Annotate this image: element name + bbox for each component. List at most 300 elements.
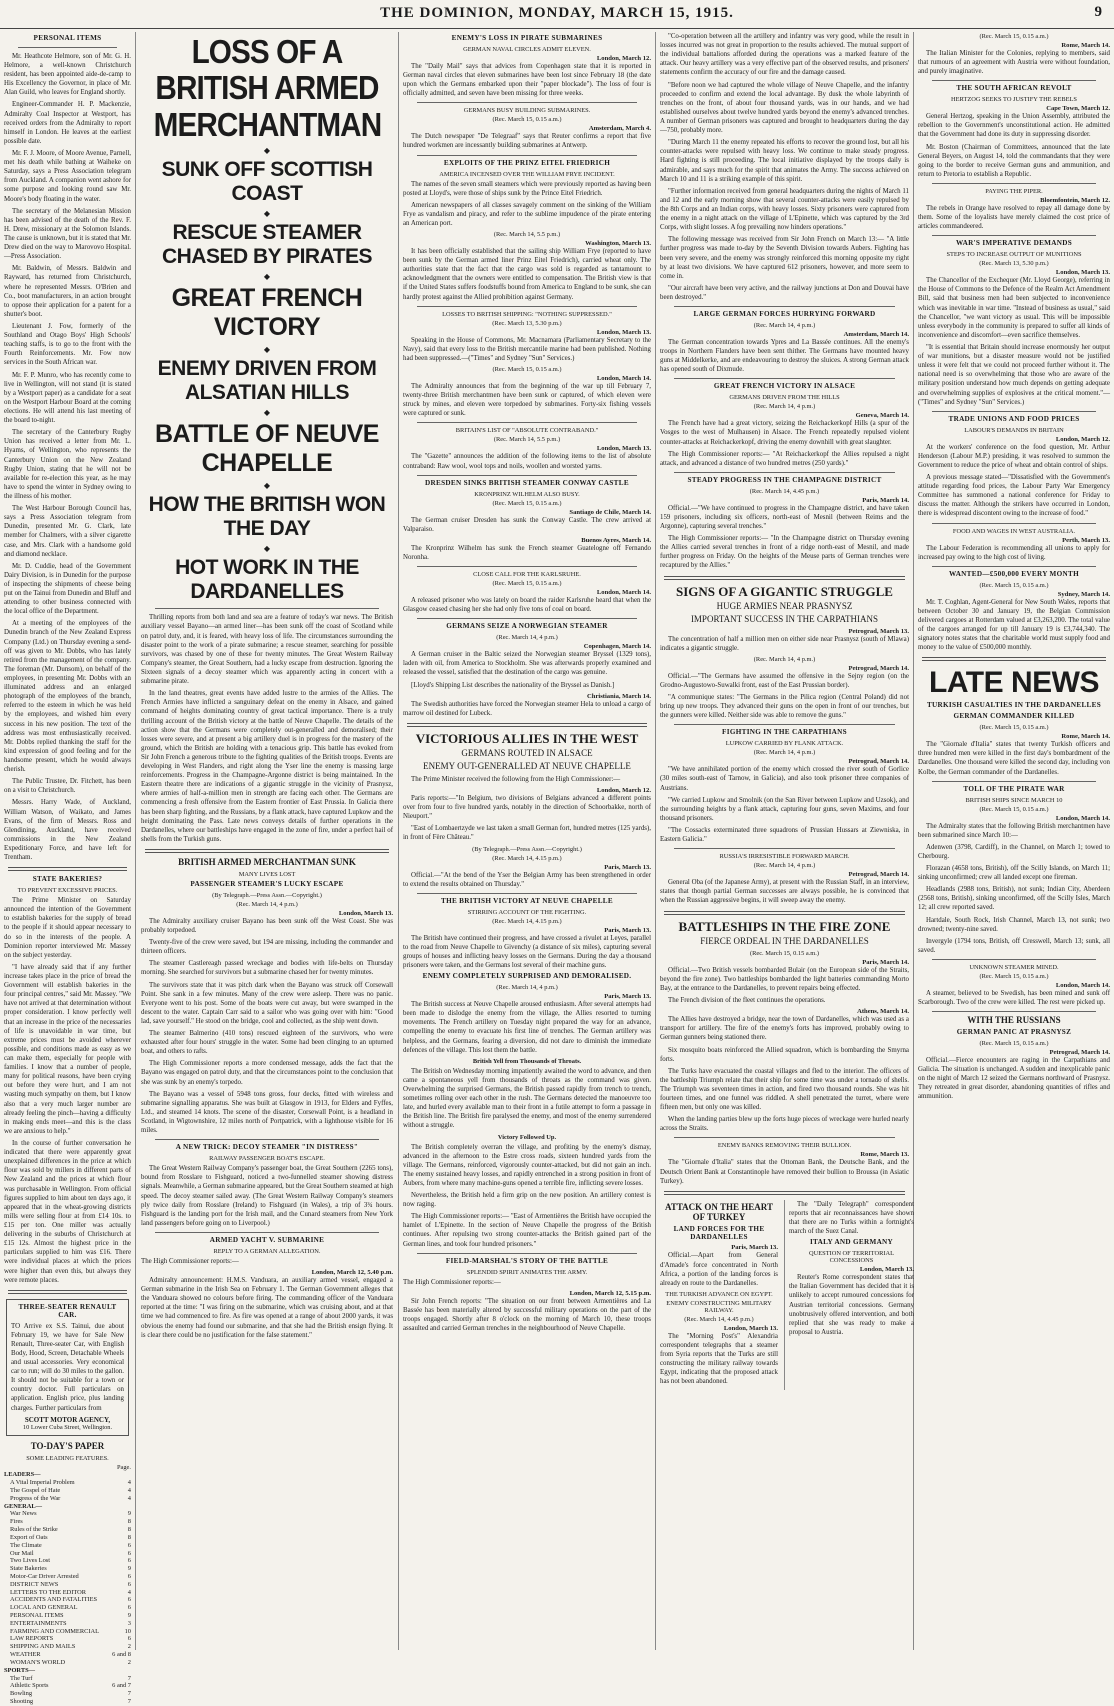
headline-deck: ENEMY DRIVEN FROM ALSATIAN HILLS — [157, 356, 377, 405]
dateline: London, March 13. — [596, 328, 651, 336]
toc-entry — [4, 1589, 131, 1597]
column-rule — [655, 32, 656, 1650]
article-heading: PAYING THE PIPER. — [985, 188, 1043, 196]
toc-entry-title: Two Lives Lost — [10, 1557, 51, 1565]
article-body: The British success at Neuve Chapelle aroused enthusiasm. After several attempts had been made to dislodge the enemy from the village, the Allies resorted to turning movements. The French artillery on Tuesday night prepared the way for an advance, compelling the enemy to evacuate his first line of trenches. The German artillery was helpless, and the Germans, fearing a diversion, did not dare to diminish the immediate defences of the village. This lost them the battle. — [403, 1001, 651, 1054]
received-line: (Rec. March 15, 0.15 a.m.) — [492, 366, 562, 374]
toc-entry-page: 6 — [127, 1541, 131, 1549]
received-line: (Rec. March 14, 4 p.m.) — [753, 749, 816, 757]
dateline: London, March 13. — [596, 445, 651, 453]
article-body: "Before noon we had captured the whole village of Neuve Chapelle, and the infantry proceeded to confirm and extend the local advantage. By dusk the whole labyrinth of trenches on the front, of about four thousand yards, was in our hands, and we had established ourselves about twelve hundred yards beyond the enemy's advanced trenches. A number of German prisoners was captured and brought to headquarters during the day—750, probably more. — [660, 81, 909, 135]
article-paragraph: Twenty-five of the crew were saved, but 194 are missing, including the commander and thirteen officers. — [141, 939, 393, 956]
article-body: The German cruiser Dresden has sunk the Conway Castle. The crew arrived at Valparaiso. — [403, 516, 651, 533]
article-subheading: GERMAN COMMANDER KILLED — [953, 712, 1075, 721]
ad-body: TO Arrive ex S.S. Tainui, due about February 19, we have for Sale New Renault, Three-seater Car, with English Body, Hood, Screen, Detachable Wheels and usual accessories. Very economical car to run; will do 30 miles to the gallon. It should not be suitable for a town or country doctor. Full particulars on application. English price, plus landing charges. Further particulars from — [11, 1322, 124, 1412]
main-headline: LOSS OF A BRITISH ARMED MERCHANTMAN — [153, 33, 382, 143]
article-body: [Lloyd's Shipping List describes the nationality of the Bryssel as Danish.] — [411, 681, 615, 689]
toc-entry-title: Rules of the Strike — [10, 1526, 58, 1534]
toc-entry-page — [117, 1503, 131, 1511]
article-heading: FIELD-MARSHAL'S STORY OF THE BATTLE — [445, 1256, 609, 1265]
article-heading: ENEMY BANKS REMOVING THEIR BULLION. — [717, 1142, 852, 1150]
article-body: "Our aircraft have been very active, and the railway junctions at Don and Douvai have been destroyed." — [660, 284, 909, 301]
received-line: (Rec. March 15, 0.15 a.m.) — [979, 805, 1049, 813]
column-main-war-news: LOSS OF A BRITISH ARMED MERCHANTMAN ◆ SUNK OFF SCOTTISH COAST ◆ RESCUE STEAMER CHASED BY PIRATES ◆ GREAT FRENCH VICTORY ◆ ENEMY DRIVEN FROM ALSATIAN HILLS ◆ BATTLE OF NEUVE CHAPELLE ◆ HOW THE BRITISH WON THE DAY ◆ HOT WORK IN THE DARDANELLES Thrilling reports from both land and sea are a feature of today's war news. The British auxiliary vessel Bayano—an armed liner—has been sunk off the coast of Scotland while on patrol duty, and, it is feared, with heavy loss of life. The circumstances surrounding the disaster point to the work of a pirate submarine; a rescue steamer, searching for possible survivors, was chased by one of these for twenty minutes. The Great Western Railway Company's steamer, the Great Southern, had a lucky escape from destruction. Ignoring the Sixteen signals of a decoy steamer which was apparently acting in concert with a submarine pirate. In the land theatres, great events have added lustre to the armies of the Allies. The French Armies have inflicted a sanguinary defeat on the enemy in Alsace, and gained command of heights dominating country of great tactical importance. There is a truly thrilling account of the British victory at the battle of Neuve Chapelle. The details of the action show that the Germans were completely out-generalled and demoralised; their losses were severe, and at present a big artillery duel is in progress for the mastery of the ground, which the British are holding with a tenacious grip. This battle has evoked from Sir John French a generous tribute to the fighting qualities of the British troops. Events are developing in West Flanders, and right along the Yser line the enemy is massing large reinforcements. Progress in the Champagne-Argonne district is being maintained. In the Eastern theatre there are indications of a gigantic struggle in the vicinity of Prasnysz, where armies of half-a-million men in strength are facing each other. The Germans are commencing a fresh offensive from the Eastern frontier of East Prussia. In Galicia there has been sharp fighting, and the Russians, by a flank attack, have captured Lupkow and the height dominating the Pass. Late news conveys details of further operations in the Dardanelles, where our battleships have engaged in the zone of fire, under a perfect hail of shells from the Turkish guns. BRITISH ARMED MERCHANTMAN SUNK MANY LIVES LOST PASSENGER STEAMER'S LUCKY ESCAPE (By Telegraph.—Press Assn.—Copyright.) (Rec. March 14, 4 p.m.) London, March 13. The Admiralty auxiliary cruiser Bayano has been sunk off the West Coast. She was probably torpedoed. Twenty-five of the crew were saved, but 194 are missing, including the commander and thirteen officers. The steamer Castlereagh passed wreckage and bodies with life-belts on Thursday morning. She searched for survivors but a submarine chased her for twenty minutes. The survivors state that it was pitch dark when the Bayano was struck off Corsewall Point. She sank in a few minutes. Many of the crew were asleep. There was no panic. Everyone went to his post. Some of the boats were cut away, but were swamped in the descent to the water. Captain Carr said to a sailor who was going over with him: "Good lad, save yourself." He stood on the bridge, cool and collected, as the ship went down. The steamer Balmerino (410 tons) rescued eighteen of the survivors, who were exhausted after four hours' struggle in the water. Some had been clinging to an upturned boat, and others to rafts. The High Commissioner reports a more condensed message, adds the fact that the Bayano was engaged on patrol duty, and that the circumstances point to the conclusion that she was sunk by an enemy's torpedo. The Bayano was a vessel of 5948 tons gross, four decks, fitted with wireless and submarine signalling apparatus. She was built at Glasgow in 1913, for Elders and Fyffes, Ltd., and steamed 14 knots. The scene of the disaster, Corsewall Point, is a headland in Scotland, in Wigtownshire, 12 miles north of Portpatrick, with a lighthouse visible for 16 miles. A NEW TRICK: DECOY STEAMER "IN DISTRESS" RAILWAY PASSENGER BOAT'S ESCAPE. The Great Western Railway Company's passenger boat, the Great Southern (2265 tons), bound from Rosslare to Fishguard, noticed a two-funnelled steamer showing distress signals. Meanwhile, a German submarine appeared, but the Great Southern steamed at high speed. The decoy steamer sailed away. (The Great Western Railway Company's steamers ply twice daily from Rosslare (Ireland) to Fishguard (in Wales), a trip of 3¾ hours. Fishguard is the landing port for the Irish mail, and the Cunard steamers from New York land passengers before going on to Liverpool.) ARMED YACHT V. SUBMARINE REPLY TO A GERMAN ALLEGATION. The High Commissioner reports:— London, March 12, 5.40 p.m. Admiralty announcement: H.M.S. Vanduara, an auxiliary armed vessel, engaged a German submarine in the Irish Sea on February 1. The German Government alleges that the Vanduara showed no colours before firing. The commanding officer of the Vanduara reported at the time: "I was firing on the submarine, which was cruising about, and at that time we had commenced to fire. As fire was opened at a range of about 2000 yards, it was obvious the enemy had found our submarine, and that she had the British ensign flying. It is clear there could be no justification for the false statement." — [141, 33, 394, 1339]
toc-entry-title: LETTERS TO THE EDITOR — [10, 1588, 87, 1596]
received-line: (Rec. March 14, 4 p.m.) — [236, 900, 298, 908]
dateline: London, March 12. — [596, 787, 651, 795]
article-subheading: HUGE ARMIES NEAR PRASNYSZ — [716, 600, 853, 611]
article-body: Mr. Boston (Chairman of Committees, announced that the late General Beyers, on August 14, told the commandants that they were going to the border to receive German guns and ammunition, and return to Pretoria to establish a Republic. — [918, 143, 1110, 178]
toc-entry-page: 6 — [127, 1580, 131, 1588]
received-line: (Rec. March 13, 5.30 p.m.) — [492, 319, 562, 327]
toc-entry — [4, 1698, 131, 1706]
article-body: Official.—"We have continued to progress in the Champagne district, and have taken 159 prisoners, including six officers, north-east of Mesnil (between Reims and the Argonne), capturing several trenches." — [660, 504, 909, 531]
toc-entry — [4, 1643, 131, 1651]
toc-entry — [4, 1534, 131, 1542]
article-heading: WITH THE RUSSIANS — [967, 1015, 1061, 1026]
article-paragraph: The Admiralty auxiliary cruiser Bayano has been sunk off the West Coast. She was probably torpedoed. — [141, 917, 393, 934]
intro-paragraph: Thrilling reports from both land and sea are a feature of today's war news. The British auxiliary vessel Bayano—an armed liner—has been sunk off the coast of Scotland while on patrol duty, and, it is feared, with heavy loss of life. The circumstances surrounding the disaster point to the work of a pirate submarine; a rescue steamer, searching for possible survivors, was chased by one of these for twenty minutes. The Great Western Railway Company's steamer, the Great Southern, had a lucky escape from destruction. Ignoring the Sixteen signals of a decoy steamer which was apparently acting in concert with a submarine pirate. — [141, 614, 393, 686]
toc-entry-title: ACCIDENTS AND FATALITIES — [10, 1596, 98, 1604]
article-body: Official.—"The Germans have assumed the offensive in the Sejny region (on the Grodno-Augustowo-Suwalki front, east of the East Prussian border). — [660, 672, 909, 689]
bottom-split — [660, 1200, 914, 1390]
article-body: Headlands (2988 tons, British), not sunk; Indian City, Aberdeen (2568 tons, British), sinking unconfirmed, off the Scilly Isles, March 12; all crew reported saved. — [918, 886, 1110, 912]
dateline: Sydney, March 14. — [1057, 590, 1110, 598]
toc-entry — [4, 1503, 131, 1511]
toc-entry-title: The Turf — [10, 1674, 33, 1682]
personal-item: Mr. Baldwin, of Messrs. Baldwin and Rayward, has returned from Christchurch, where he represented Messrs. O'Brien and Co., boot manufacturers, in an action brought to oppose their application for a patent for a shutter's boot. — [4, 265, 131, 318]
todays-paper-index — [4, 1471, 131, 1705]
dateline: London, March 13. — [859, 1266, 914, 1274]
dateline: Paris, March 13. — [604, 993, 651, 1001]
received-line: (Rec. March 14, 4 p.m.) — [753, 655, 816, 663]
toc-entry-title: Shooting — [10, 1697, 34, 1705]
toc-entry-page: 4 — [127, 1487, 131, 1494]
toc-entry — [4, 1675, 131, 1683]
article-subheading: IMPORTANT SUCCESS IN THE CARPATHIANS — [690, 613, 879, 624]
article-heading: ITALY AND GERMANY — [809, 1238, 894, 1247]
article-body: The High Commissioner reports:— — [403, 1278, 501, 1286]
toc-entry-page: 8 — [127, 1526, 131, 1534]
toc-entry-page: 6 — [127, 1635, 131, 1643]
article-heading: CLOSE CALL FOR THE KARLSRUHE. — [473, 571, 581, 579]
article-subheading: SPLENDID SPIRIT ANIMATES THE ARMY. — [466, 1268, 588, 1276]
article-body: The following message was received from Sir John French on March 13:— "A little further progress was made to-day by the Seventh Division towards Aubers. Fighting has been very severe, and the enemy was strongly reinforced this morning opposite my right by at least two divisions. We have captured 612 prisoners, however, and more seem to come in. — [660, 236, 909, 280]
received-line: (Rec. March 14, 4.45 p.m.) — [749, 487, 820, 495]
bayano-article-body — [141, 917, 393, 1135]
toc-entry-page: 4 — [127, 1479, 131, 1487]
toc-entry-page: 8 — [127, 1518, 131, 1526]
dateline: Petrograd, March 14. — [1049, 1049, 1110, 1057]
toc-entry-title: LAW REPORTS — [10, 1635, 54, 1643]
headline-deck: GREAT FRENCH VICTORY — [171, 284, 363, 342]
advertisement-renault — [6, 1299, 129, 1436]
toc-entry — [4, 1557, 131, 1565]
intro-summary — [141, 613, 393, 844]
received-line: (Rec. March 14, 4.15 p.m.) — [492, 917, 562, 925]
dateline: Buenos Ayres, March 14. — [581, 536, 651, 544]
article-heading: UNKNOWN STEAMER MINED. — [969, 964, 1059, 972]
article-heading: TOLL OF THE PIRATE WAR — [963, 784, 1065, 793]
personal-item: At a meeting of the employees of the Dunedin branch of the New Zealand Express Company (Ltd.) on Thursday evening a send-off was given to Mr. Dobbs, who has lately retired from the management of the company. The foreman (Mr. Dunsom), on behalf of the employees, in presenting Mr. Dobbs with an illuminated address and an enlarged photograph of the employees of the branch, referred to the esteem in which he was held by the employees, and wished him every success in his new position. The text of the address was most enthusiastically received. Mr. Dobbs replied thanking the staff for the kind expression of good feeling and for the handsome present, which he would always cherish. — [4, 620, 131, 774]
toc-entry-title: Our Mail — [10, 1549, 34, 1557]
toc-entry-page: 7 — [127, 1674, 131, 1682]
todays-paper-heading: TO-DAY'S PAPER — [30, 1440, 105, 1451]
dateline: London, March 14. — [1055, 982, 1110, 990]
article-subheading: ENEMY CONSTRUCTING MILITARY RAILWAY. — [666, 1299, 772, 1314]
ad-firm: SCOTT MOTOR AGENCY, — [24, 1415, 111, 1424]
toc-entry-page: 6 — [127, 1572, 131, 1580]
toc-entry — [4, 1628, 131, 1636]
dateline: Petrograd, March 14. — [848, 871, 909, 879]
masthead-title: THE DOMINION, MONDAY, MARCH 15, 1915. — [380, 5, 734, 21]
received-line: (Rec. March 14, 5.5 p.m.) — [493, 231, 561, 239]
toc-entry-page: 9 — [127, 1612, 131, 1619]
personal-item: Mr. F. P. Munro, who has recently come to live in Wellington, will not stand (it is stated by a Westport paper) as a candidate for a seat on the Westport Harbour Board at the coming elections. He will attend his last meeting of the board to-night. — [4, 371, 131, 425]
toc-entry — [4, 1487, 131, 1495]
toc-entry — [4, 1596, 131, 1604]
article-heading: VICTORIOUS ALLIES IN THE WEST — [415, 730, 639, 746]
toc-entry — [4, 1604, 131, 1612]
article-body: "A communique states: "The Germans in the Pilica region (Central Poland) did not bring up new troops. They advanced their guns on the open in front of our trenches, but the gunners were killed. Neither side was able to remove the guns." — [660, 694, 909, 720]
article-body: "We have annihilated portion of the enemy which crossed the river south of Gorlice (30 miles south-east of Tarnow, in Galicia), and also took prisoner three companies of Austrians. — [660, 766, 909, 792]
italy-articles — [784, 1200, 914, 1390]
toc-entry-title: Fires — [10, 1518, 23, 1526]
article-body: The Great Western Railway Company's passenger boat, the Great Southern (2265 tons), bound from Rosslare to Fishguard, noticed a two-funnelled steamer showing distress signals. Meanwhile, a German submarine appeared, but the Great Southern steamed at high speed. The decoy steamer sailed away. (The Great Western Railway Company's steamers ply twice daily from Rosslare (Ireland) to Fishguard (in Wales), a trip of 3¾ hours. Fishguard is the landing port for the Irish mail, and the Cunard steamers from New York land passengers before going on to Liverpool.) — [141, 1165, 394, 1227]
toc-entry-title: DISTRICT NEWS — [10, 1580, 59, 1588]
toc-entry-page: 7 — [127, 1690, 131, 1698]
toc-entry-page: 2 — [127, 1643, 131, 1651]
article-subheading: FIERCE ORDEAL IN THE DARDANELLES — [700, 935, 869, 946]
article-body: The Admiralty announces that from the beginning of the war up till February 7, twenty-three British merchantmen have been sunk or captured, of which eleven were struck by mines, and eleven were torpedoed by submarines. Forty-six fishing vessels were captured or sunk. — [403, 383, 651, 418]
dateline: London, March 14. — [596, 589, 651, 597]
article-heading: BRITISH ARMED MERCHANTMAN SUNK — [178, 857, 356, 868]
article-body: At the workers' conference on the food question, Mr. Arthur Henderson (Labour M.P.) presiding, it was resolved to summon the Government to reduce the price of wheat and obtain control of ships. — [918, 443, 1110, 469]
dateline: Christiania, March 14. — [587, 692, 651, 700]
article-body: A German cruiser in the Baltic seized the Norwegian steamer Bryssel (1329 tons), laden with oil, from America to Stockholm. She was afterwards properly examined and released the vessel, satisfied that the destination of the cargo was genuine. — [403, 651, 651, 677]
personal-item: The Public Trustee, Dr. Fitchett, has been on a visit to Christchurch. — [4, 778, 131, 795]
received-line: (Rec. March 15, 0.15 a.m.) — [749, 949, 820, 957]
article-heading: GERMANS SEIZE A NORWEGIAN STEAMER — [446, 622, 608, 631]
article-heading: TRADE UNIONS AND FOOD PRICES — [948, 414, 1080, 423]
toc-entry-page: 6 — [127, 1604, 131, 1612]
received-line: (Rec. March 15, 0.15 a.m.) — [492, 580, 562, 588]
article-paragraph: The steamer Balmerino (410 tons) rescued eighteen of the survivors, who were exhausted after four hours' struggle in the water. Some had been clinging to an upturned boat, and others to rafts. — [141, 1030, 393, 1056]
turkey-articles — [660, 1200, 778, 1390]
toc-entry-title: A Vital Imperial Problem — [10, 1479, 75, 1487]
masthead — [0, 0, 1114, 29]
dateline: Copenhagen, March 14. — [583, 643, 651, 651]
article-subheading: BRITISH SHIPS SINCE MARCH 10 — [965, 796, 1063, 804]
article-body: Paris reports:—"In Belgium, two divisions of Belgians advanced a different points over from four to five hundred yards, notably in the direction of Schoorbakke, north of Nieuport." — [403, 795, 651, 821]
dateline: Paris, March 13. — [731, 1244, 778, 1252]
article-heading: GREAT FRENCH VICTORY IN ALSACE — [713, 382, 856, 391]
dateline: Amsterdam, March 4. — [588, 125, 651, 133]
article-heading: FOOD AND WAGES IN WEST AUSTRALIA. — [952, 527, 1076, 535]
ad-heading: THREE-SEATER RENAULT CAR. — [18, 1302, 117, 1319]
article-body: The French division of the fleet continues the operations. — [668, 997, 826, 1005]
article-body: Adenwen (3798, Cardiff), in the Channel, on March 1; towed to Cherbourg. — [918, 843, 1110, 860]
received-line: (Rec. March 14, 4.15 p.m.) — [492, 854, 562, 862]
received-line: (Rec. March 15, 0.15 a.m.) — [492, 499, 562, 507]
article-body: The Turks have evacuated the coastal villages and fled to the interior. The officers of the battleship Triumph relate that their ship for some time was under a tornado of shells. The Triumph was seventeen times in action, and fired two thousand rounds. She was hit fourteen times, and one funnel was riddled. A shell penetrated the turret, where were fifteen men, but only one was killed. — [660, 1067, 909, 1112]
toc-entry-page: 6 — [127, 1549, 131, 1557]
divider — [8, 1290, 127, 1294]
toc-entry — [4, 1581, 131, 1589]
article-body: General Oba (of the Japanese Army), at present with the Russian Staff, in an interview, states that though partial German successes are always possible, he is convinced that when the Russian aggressive begins, it will sweep away the enemy. — [660, 879, 909, 905]
toc-entry-title: Bowling — [10, 1690, 33, 1698]
column-rule — [135, 32, 136, 1650]
article-body: The High Commissioner reports:— "East of Armentières the British have occupied the hamlet of L'Epinette. In the section of Neuve Chapelle the progress of the British continues. After repulsing two strong counter-attacks the British gained part of the German lines, and took four hundred prisoners." — [403, 1213, 651, 1248]
toc-entry-title: SHIPPING AND MAILS — [10, 1643, 76, 1651]
toc-entry-page: 2 — [127, 1658, 131, 1666]
toc-entry-page: 6 and 7 — [112, 1682, 131, 1690]
page-number: 9 — [1094, 4, 1102, 20]
dateline: London, March 13. — [1055, 269, 1110, 277]
article-body: A previous message stated—"Dissatisfied with the Government's attitude regarding food prices, the Labour Party War Emergency Committee has summoned a national conference for Friday to discuss the matter. Although the strikers have occurred in London, there is widespread discontent owing to the increase of food." — [918, 474, 1110, 518]
article-heading: DRESDEN SINKS BRITISH STEAMER CONWAY CASTLE — [425, 478, 629, 487]
dateline: Paris, March 14. — [862, 958, 909, 966]
personal-item: Engineer-Commander H. P. Mackenzie, Admiralty Coal Inspector at Westport, has received orders from the Admiralty to report himself in London. He leaves at the earliest possible date. — [4, 101, 131, 145]
article-body: The "Morning Post's" Alexandria correspondent telegraphs that a steamer from Syria reports that the Turks are still constructing the military railway towards Egypt, indicating that the proposed attack has not been abandoned. — [660, 1332, 778, 1386]
article-subheading: HERTZOG SEEKS TO JUSTIFY THE REBELS — [951, 96, 1077, 104]
toc-entry — [4, 1659, 131, 1667]
article-subheading: LUPKOW CARRIED BY FLANK ATTACK. — [725, 740, 844, 748]
article-body: Official.—Two British vessels bombarded Bulair (on the European side of the Straits, beyond the fire zone). Two battleships bombarded the light batteries commanding Morto Bay, at the entrance to the Dardanelles, to prevent repairs being effected. — [660, 966, 909, 992]
article-body: It has been officially established that the sailing ship William Frye (reported to have been sunk by the German armed liner Prinz Eitel Friedrich), carried wheat only. The authorities state that the fact that the cargo was sold is regarded as tantamount to acknowledgment that the owners were entitled to compensation. The British view is that if the United States suffers foodstuffs bound from America to England to be sunk, she can hardly protest against the Allied prohibition against Germany. — [403, 248, 651, 301]
toc-entry — [4, 1526, 131, 1534]
dateline: Cape Town, March 12. — [1046, 105, 1110, 113]
article-body: The Dutch newspaper "De Telegraaf" says that Reuter confirms a report that five hundred workmen are incessantly building submarines at Antwerp. — [403, 133, 651, 150]
article-heading: WAR'S IMPERATIVE DEMANDS — [955, 239, 1073, 248]
article-body: The Swedish authorities have forced the Norwegian steamer Hela to unload a cargo of marrow oil destined for Lubeck. — [403, 700, 651, 717]
personal-items-list — [4, 52, 131, 862]
received-line: (Rec. March 15, 0.15 a.m.) — [492, 116, 562, 124]
article-body: The "Gazette" announces the addition of the following items to the list of absolute contraband: Raw wool, wool tops and noils, woollen and worsted yarns. — [403, 453, 651, 470]
article-paragraph: The Bayano was a vessel of 5948 tons gross, four decks, fitted with wireless and submarine signalling apparatus. She was built at Glasgow in 1913, for Elders and Fyffes, Ltd., and steamed 14 knots. The scene of the disaster, Corsewall Point, is a headland in Scotland, in Wigtownshire, 12 miles north of Portpatrick, with a lighthouse visible for 16 miles. — [141, 1090, 393, 1135]
toc-entry — [4, 1471, 131, 1479]
toc-entry-page: 9 — [127, 1510, 131, 1518]
received-line: (Rec. March 15, 0.15 a.m.) — [979, 724, 1049, 732]
article-subheading: TO PREVENT EXCESSIVE PRICES. — [17, 887, 118, 895]
article-subheading: AMERICA INCENSED OVER THE WILLIAM FRYE INCIDENT. — [439, 170, 615, 178]
article-body: Nevertheless, the British held a firm grip on the new position. An artillery contest is now raging. — [403, 1192, 651, 1209]
article-body: The concentration of half a million men on either side near Prasnysz (south of Mlawa) indicates a gigantic struggle. — [660, 635, 909, 652]
credit-line: (By Telegraph.—Press Assn.—Copyright.) — [212, 891, 322, 899]
article-heading: THE TURKISH ADVANCE ON EGYPT. — [665, 1290, 773, 1298]
toc-entry — [4, 1573, 131, 1581]
article-heading: THE BRITISH VICTORY AT NEUVE CHAPELLE — [440, 896, 613, 905]
toc-entry-title: FARMING AND COMMERCIAL — [10, 1627, 100, 1635]
article-subheading: MANY LIVES LOST — [238, 870, 296, 878]
bakeries-article-body — [4, 896, 131, 1285]
dateline: London, March 14. — [596, 375, 651, 383]
article-body: The British on Wednesday morning impatiently awaited the word to advance, and then came a spontaneous yell from thousands of throats as the command was given. Overwhelming the surprised Germans, the British passed rapidly from trench to trench, sometimes rolling over each other in the rush. The Germans detected the manoeuvre too late, and hurled every available man to their front in a futile attempt to form a passage in the British line. The British fire paralysed the enemy, and most of the enemy surrendered without a struggle. — [403, 1067, 651, 1130]
article-body: Official.—Fierce encounters are raging in the Carpathians and Galicia. The situation is unchanged. A sudden and inexplicable panic on the night of March 12 seized the Germans northward of Prasnysz. They retreated in great disorder, abandoning quantities of rifles and ammunition. — [918, 1057, 1110, 1101]
toc-entry — [4, 1612, 131, 1620]
toc-entry-title: Progress of the War — [10, 1494, 61, 1502]
article-heading: BRITAIN'S LIST OF "ABSOLUTE CONTRABAND." — [455, 427, 599, 435]
article-paragraph: The steamer Castlereagh passed wreckage and bodies with life-belts on Thursday morning. She searched for survivors but a submarine chased her for twenty minutes. — [141, 960, 393, 977]
article-paragraph: In the course of further conversation he indicated that there were apparently great unexplained differences in the price at which flour was sold by millers in different parts of New Zealand and the prices at which flour was purchasable in Wellington. From official figures supplied to him about ten days ago, it appeared that in the wheat-growing districts mills were selling flour at from £14 10s. to £15 per ton. One miller was actually delivering in the suburbs of Christchurch at £15 12s. Almost the highest price in the particulars supplied to him was £16. There were individual places at which the prices were higher than even this, but always they were remote places. — [4, 1139, 131, 1284]
article-subheading: RAILWAY PASSENGER BOAT'S ESCAPE. — [209, 1155, 325, 1163]
intro-paragraph: In the land theatres, great events have added lustre to the armies of the Allies. The French Armies have inflicted a sanguinary defeat on the enemy in Alsace, and gained command of heights dominating country of great tactical importance. There is a truly thrilling account of the British victory at the battle of Neuve Chapelle. The details of the action show that the Germans were completely out-generalled and demoralised; their losses were severe, and at present a big artillery duel is in progress for the mastery of the ground, which the British are holding with a tenacious grip. This battle has evoked from Sir John French a generous tribute to the fighting qualities of the British troops. Events are developing in West Flanders, and right along the Yser line the enemy is massing large reinforcements. Progress in the Champagne-Argonne district is being maintained. In the Eastern theatre there are indications of a gigantic struggle in the vicinity of Prasnysz, where armies of half-a-million men in strength are facing each other. The Germans are commencing a fresh offensive from the Eastern frontier of East Prussia. In Galicia there has been sharp fighting, and the Russians, by a flank attack, have captured Lupkow and the height dominating the Pass. Late news conveys details of further operations in the Dardanelles, where our battleships have engaged in the zone of fire, under a perfect hail of shells from the Turkish guns. — [141, 690, 393, 843]
article-body: Six mosquito boats reinforced the Allied squadron, which is bombarding the Smyrna forts. — [660, 1046, 909, 1063]
divider — [8, 867, 127, 871]
article-subheading: QUESTION OF TERRITORIAL CONCESSIONS — [809, 1250, 894, 1265]
toc-entry-page: 6 — [127, 1557, 131, 1565]
article-heading: WANTED—£500,000 EVERY MONTH — [949, 569, 1079, 578]
article-body: The Kronprinz Wilhelm has sunk the French steamer Guatelogne off Fernando Noronha. — [403, 544, 651, 561]
toc-entry-page: 4 — [127, 1494, 131, 1502]
ad-address: 10 Lower Cuba Street, Wellington. — [22, 1423, 113, 1431]
toc-entry-page: 6 and 8 — [112, 1651, 131, 1659]
dateline: Paris, March 14. — [862, 496, 909, 504]
article-body: The rebels in Orange have resolved to repay all damage done by them. Some of the loyalists have merely claimed the cost price of articles commandeered. — [918, 205, 1110, 231]
article-body: The Allies have destroyed a bridge, near the town of Dardanelles, which was used as a transport for artillery. The fire of the enemy's forts has improved, probably owing to German gunners being stationed there. — [660, 1016, 909, 1042]
dateline: Amsterdam, March 14. — [843, 330, 909, 338]
received-line: (Rec. March 13, 5.30 p.m.) — [979, 260, 1049, 268]
personal-item: The secretary of the Canterbury Rugby Union has received a letter from Mr. L. Hyams, of Wellington, who represents the Canterbury Union on the New Zealand Rugby Union, stating that he will not be available for re-election this year, as he may have to spend the winter in Sydney owing to the illness of his mother. — [4, 429, 131, 500]
article-body: American newspapers of all classes savagely comment on the sinking of the William Frye as vandalism and piracy, and refer to the sublime impudence of the pirate entering an American port. — [403, 201, 651, 227]
personal-item: Mr. Heathcote Helmore, son of Mr. G. H. Helmore, a well-known Christchurch resident, has been appointed aide-de-camp to His Excellency the Governor, in place of Mr. Alan Guild, who leaves for England shortly. — [4, 52, 131, 97]
article-body: The "Giornale d'Italia" states that twenty Turkish officers and three hundred men were killed in the first day's bombardment of the Dardanelles. One thousand were killed the second day, including von Kolbe, the German commander of the Dardanelles. — [918, 741, 1110, 776]
personal-item: The secretary of the Melanesian Mission has been advised of the death of the Rev. F. H. Drew, missionary at the Solomon Islands. The cause is unknown, but it is stated that Mr. Drew died on the way to Marovovo Hospital.—Press Association. — [4, 207, 131, 261]
dateline: Santiago de Chile, March 14. — [569, 508, 651, 516]
credit-line: (By Telegraph.—Press Assn.—Copyright.) — [472, 845, 582, 853]
article-heading: STATE BAKERIES? — [32, 875, 103, 884]
personal-item: Messrs. Harry Wade, of Auckland, William Watson, of Waikato, and James Evans, of the firm of Messrs. Ross and Glendining, Auckland, have received commissions in the New Zealand Expeditionary Force, and have left for Trentham. — [4, 799, 131, 862]
personal-item: Mr. D. Cuddie, head of the Government Dairy Division, is in Dunedin for the purpose of inspecting the shipments of cheese being put on the Tainui from Dunedin and Bluff and attending to other business connected with the local office of the Department. — [4, 562, 131, 616]
received-line: (Rec. March 14, 4 p.m.) — [753, 321, 816, 329]
received-line: (Rec. March 14, 4 p.m.) — [753, 862, 816, 870]
article-body: "We carried Lupkow and Smolnik (on the San River between Lupkow and Uzsok), and the surrounding heights by a flank attack, capturing four guns, seven Maxims, and four thousand prisoners. — [660, 796, 909, 822]
article-body: "The Cossacks exterminated three squadrons of Prussian Hussars at Ziewniska, in Eastern Galicia." — [660, 827, 909, 844]
article-heading: FIGHTING IN THE CARPATHIANS — [722, 728, 847, 737]
column-personal-items — [4, 32, 131, 1705]
article-paragraph: "I have already said that if any further increase takes place in the price of bread the Government will establish bakeries in the four principal centres," said Mr. Massey. "We have not arrived at that determination without proper consideration. I know perfectly well that an increase in the price of the necessaries of life is unavoidable in war time, but extreme prices must be avoided wherever possible, and conditions made as easy as we can make them, especially for people with families. I know that a number of people, many for political reasons, have been crying out before they were hurt, and I am not wasting much sympathy on them, but I know also that a very much larger number are already feeling the pinch—having a difficulty in making ends meet—and this is the class we are anxious to help." — [4, 963, 131, 1135]
article-heading: ARMED YACHT V. SUBMARINE — [209, 1235, 325, 1244]
toc-entry-page: 8 — [127, 1533, 131, 1541]
article-heading: SIGNS OF A GIGANTIC STRUGGLE — [676, 583, 893, 599]
dateline: London, March 12. — [596, 54, 651, 62]
personal-item: Mr. F. J. Moore, of Moore Avenue, Parnell, met his death while bathing at Waiheke on Saturday, says a Press Association telegram from Auckland. A companion went ashore for some purpose and looking round saw Mr. Moore's body floating in the water. — [4, 150, 131, 203]
article-subheading: ENEMY COMPLETELY SURPRISED AND DEMORALISED. — [422, 972, 632, 981]
article-body: "Further information received from general headquarters during the nights of March 11 and 12 and the early morning show that several counter-attacks were easily repulsed by the 8th Corps and an Indian corps, with heavy losses. Sixty prisoners were captured from the enemy in a night attack on the village of L'Epinette, which was captured by the 3rd Corps, with slight losses. A fog prevailing now hinders operations." — [660, 187, 909, 232]
dateline: Rome, March 14. — [1061, 42, 1110, 49]
article-heading: BATTLESHIPS IN THE FIRE ZONE — [678, 918, 891, 934]
article-subheading: GERMANS ROUTED IN ALSACE — [461, 748, 593, 759]
toc-entry-page: 6 — [127, 1596, 131, 1604]
headline-deck: HOW THE BRITISH WON THE DAY — [148, 492, 386, 540]
article-subheading: REPLY TO A GERMAN ALLEGATION. — [213, 1247, 321, 1255]
article-body: Mr. T. Coghlan, Agent-General for New South Wales, reports that between October 30 and January 19, the Belgian Commission delivered cargoes at Rotterdam valued at £3,263,200. The total value of the cargoes arranged for up till January 19 is £3,744,340. The signatory notes states that the charitable world must supply food and money to the value of £500,000 monthly. — [918, 598, 1110, 652]
toc-entry-title: GENERAL— — [4, 1502, 42, 1510]
toc-entry-title: War News — [10, 1510, 37, 1518]
headline-deck: SUNK OFF SCOTTISH COAST — [161, 157, 373, 206]
received-line: (Rec. March 14, 4.45 p.m.) — [684, 1315, 754, 1323]
article-heading: A NEW TRICK: DECOY STEAMER "IN DISTRESS" — [175, 1143, 359, 1152]
article-body: The Chancellor of the Exchequer (Mr. Lloyd George), referring in the House of Commons to the Defence of the Realm Act Amendment Bill, said that business men had been subjected to inconvenience which was inevitable in war time. "Instead of business as usual," said the Chancellor, "we want victory as usual. This will be impossible unless everybody in the community is prepared to suffer all kinds of inconvenience and discomfort—even sacrifice themselves. — [918, 277, 1110, 339]
received-line: (Rec. March 14, 4 p.m.) — [496, 984, 558, 992]
article-body: Official.—Apart from General d'Amade's force concentrated in North Africa, a portion of the landing forces is already en route to the Dardanelles. — [660, 1252, 778, 1287]
article-body: Reuter's Rome correspondent states that the Italian Government has decided that it is unlikely to accept rumoured concessions for Austrian territorial concessions. Germany unobtrusively offered intervention, and both replied that she was ready to make a proposal to Austria. — [789, 1274, 914, 1336]
toc-entry-title: Athletic Sports — [10, 1682, 49, 1690]
toc-entry — [4, 1620, 131, 1628]
received-line: (Rec. March 14, 4 p.m.) — [753, 403, 816, 411]
toc-entry-page: 4 — [127, 1588, 131, 1596]
column-western-eastern-fronts — [660, 32, 914, 1650]
dateline: London, March 12. — [1055, 435, 1110, 443]
toc-entry — [4, 1682, 131, 1690]
toc-column-head: Page. — [116, 1463, 131, 1471]
received-line: (Rec. March 14, 5.5 p.m.) — [493, 436, 561, 444]
received-line: (Rec. March 15, 0.15 a.m.) — [979, 973, 1049, 981]
toc-entry-page: 3 — [127, 1619, 131, 1627]
article-heading: LARGE GERMAN FORCES HURRYING FORWARD — [693, 310, 876, 319]
column-rule — [913, 32, 914, 1650]
article-body: The British completely overran the village, and profiting by the enemy's dismay, advanced in the afternoon to the Estre cross roads, sixteen hundred yards from the village. The Germans, reinforced, vigorously counter-attacked, but did not gain an inch. The enemy sustained heavy losses, and rapidly entrenched in a strong position in front of Aubers, from where many machine-guns opened a terrible fire, inflicting severe losses. — [403, 1143, 651, 1187]
dateline: Rome, March 14. — [1061, 733, 1110, 741]
article-body: A released prisoner who was lately on board the raider Karlsruhe heard that when the Glasgow ceased chasing her she had only five tons of coal on board. — [403, 597, 651, 614]
article-body: The High Commissioner reports:— — [141, 1257, 239, 1265]
article-body: The Admiralty states that the following British merchantmen have been submarined since March 10:— — [918, 822, 1110, 839]
toc-entry-title: State Bakeries — [10, 1565, 47, 1573]
article-heading: THE SOUTH AFRICAN REVOLT — [956, 84, 1072, 93]
toc-entry — [4, 1542, 131, 1550]
dateline: Petrograd, March 14. — [848, 758, 909, 766]
late-news-heading: LATE NEWS — [929, 666, 1099, 700]
article-body: Invergyle (1794 tons, British, off Cresswell, March 13; sunk, all saved. — [918, 937, 1110, 954]
toc-entry-page: 10 — [124, 1627, 131, 1635]
article-heading: ENEMY'S LOSS IN PIRATE SUBMARINES — [451, 34, 603, 42]
toc-entry-title: LOCAL AND GENERAL — [10, 1604, 78, 1612]
article-body: The "Daily Mail" says that advices from Copenhagen state that it is reported in German naval circles that eleven submarines have been lost since February 18 (the date upon which the Germans embarked upon their "paper blockade"). The loss of four is officially admitted, and seven have been missing for three weeks. — [403, 62, 651, 98]
article-heading: GERMANS BUSY BUILDING SUBMARINES. — [463, 107, 591, 115]
dateline: Petrograd, March 14. — [848, 664, 909, 672]
dateline: Athens, March 14. — [857, 1008, 909, 1016]
toc-entry-page — [117, 1471, 131, 1479]
article-body: The French have had a great victory, seizing the Reichackerkopf Hills (a spur of the Vosges to the west of Mulhausen) in Alsace. The French repeatedly repulsed violent counter-attacks at Reichackerkopf, driving the enemy downhill with great slaughter. — [660, 420, 909, 446]
article-heading: LOSSES TO BRITISH SHIPPING: "NOTHING SUPPRESSED." — [442, 310, 612, 318]
article-paragraph: The High Commissioner reports a more condensed message, adds the fact that the Bayano was engaged on patrol duty, and that the circumstances point to the conclusion that she was sunk by an enemy's torpedo. — [141, 1060, 393, 1086]
headline-deck: HOT WORK IN THE DARDANELLES — [175, 556, 359, 604]
article-body: The names of the seven small steamers which were previously reported as having been posted at Lloyd's, were those of ships sunk by the Prince Eitel Friedrich. — [403, 180, 651, 197]
dateline: Paris, March 13. — [604, 863, 651, 871]
article-body: The "Daily Telegraph" correspondent reports that air reconnaissances have shown that there are no Turks within a fortnight's march of the Suez Canal. — [789, 1200, 914, 1236]
article-subheading: GERMAN NAVAL CIRCLES ADMIT ELEVEN. — [463, 45, 591, 53]
article-subheading: STIRRING ACCOUNT OF THE FIGHTING. — [467, 908, 587, 916]
article-body: General Hertzog, speaking in the Union Assembly, attributed the rebellion to the Government's unconstitutional action. He admitted that the Government had done its duty in suppressing disorder. — [918, 113, 1110, 139]
toc-entry-title: The Climate — [10, 1541, 42, 1549]
article-subheading: GERMAN PANIC AT PRASNYSZ — [956, 1028, 1072, 1037]
article-body: The High Commissioner reports:— "In the Champagne district on Thursday evening the Allies carried several trenches in front of a ridge north-east of Mesnil, and made further progress on Friday. On the heights of the Meuse parts of German trenches were recaptured by the Allies." — [660, 535, 909, 570]
article-body: When the landing parties blew up the forts huge pieces of wreckage were hurled nearly across the Straits. — [660, 1116, 909, 1133]
article-body: Official.—"At the bend of the Yser the Belgian Army has been strengthened in order to extend the results obtained on Thursday." — [403, 871, 651, 888]
toc-entry — [4, 1495, 131, 1503]
toc-entry — [4, 1667, 131, 1675]
article-subheading: LAND FORCES FOR THE DARDANELLES — [673, 1224, 765, 1241]
toc-entry-title: PERSONAL ITEMS — [10, 1612, 64, 1619]
dateline: Bloemfontein, March 12. — [1040, 197, 1110, 205]
article-body: "Co-operation between all the artillery and infantry was very good, while the result in losses incurred was not great in proportion to the results achieved. The mutual support of the individual battalions afforded during the operations was a marked feature of the attack. Our heavy artillery was a very effective part of the observed results, and prisoners' statements confirm the accuracy of our fire and the damage caused. — [660, 33, 909, 77]
toc-entry — [4, 1651, 131, 1659]
toc-entry — [4, 1565, 131, 1573]
headline-deck: RESCUE STEAMER CHASED BY PIRATES — [161, 221, 373, 269]
toc-entry-page: 7 — [127, 1697, 131, 1705]
toc-entry — [4, 1518, 131, 1526]
dateline: London, March 13. — [723, 1324, 778, 1332]
